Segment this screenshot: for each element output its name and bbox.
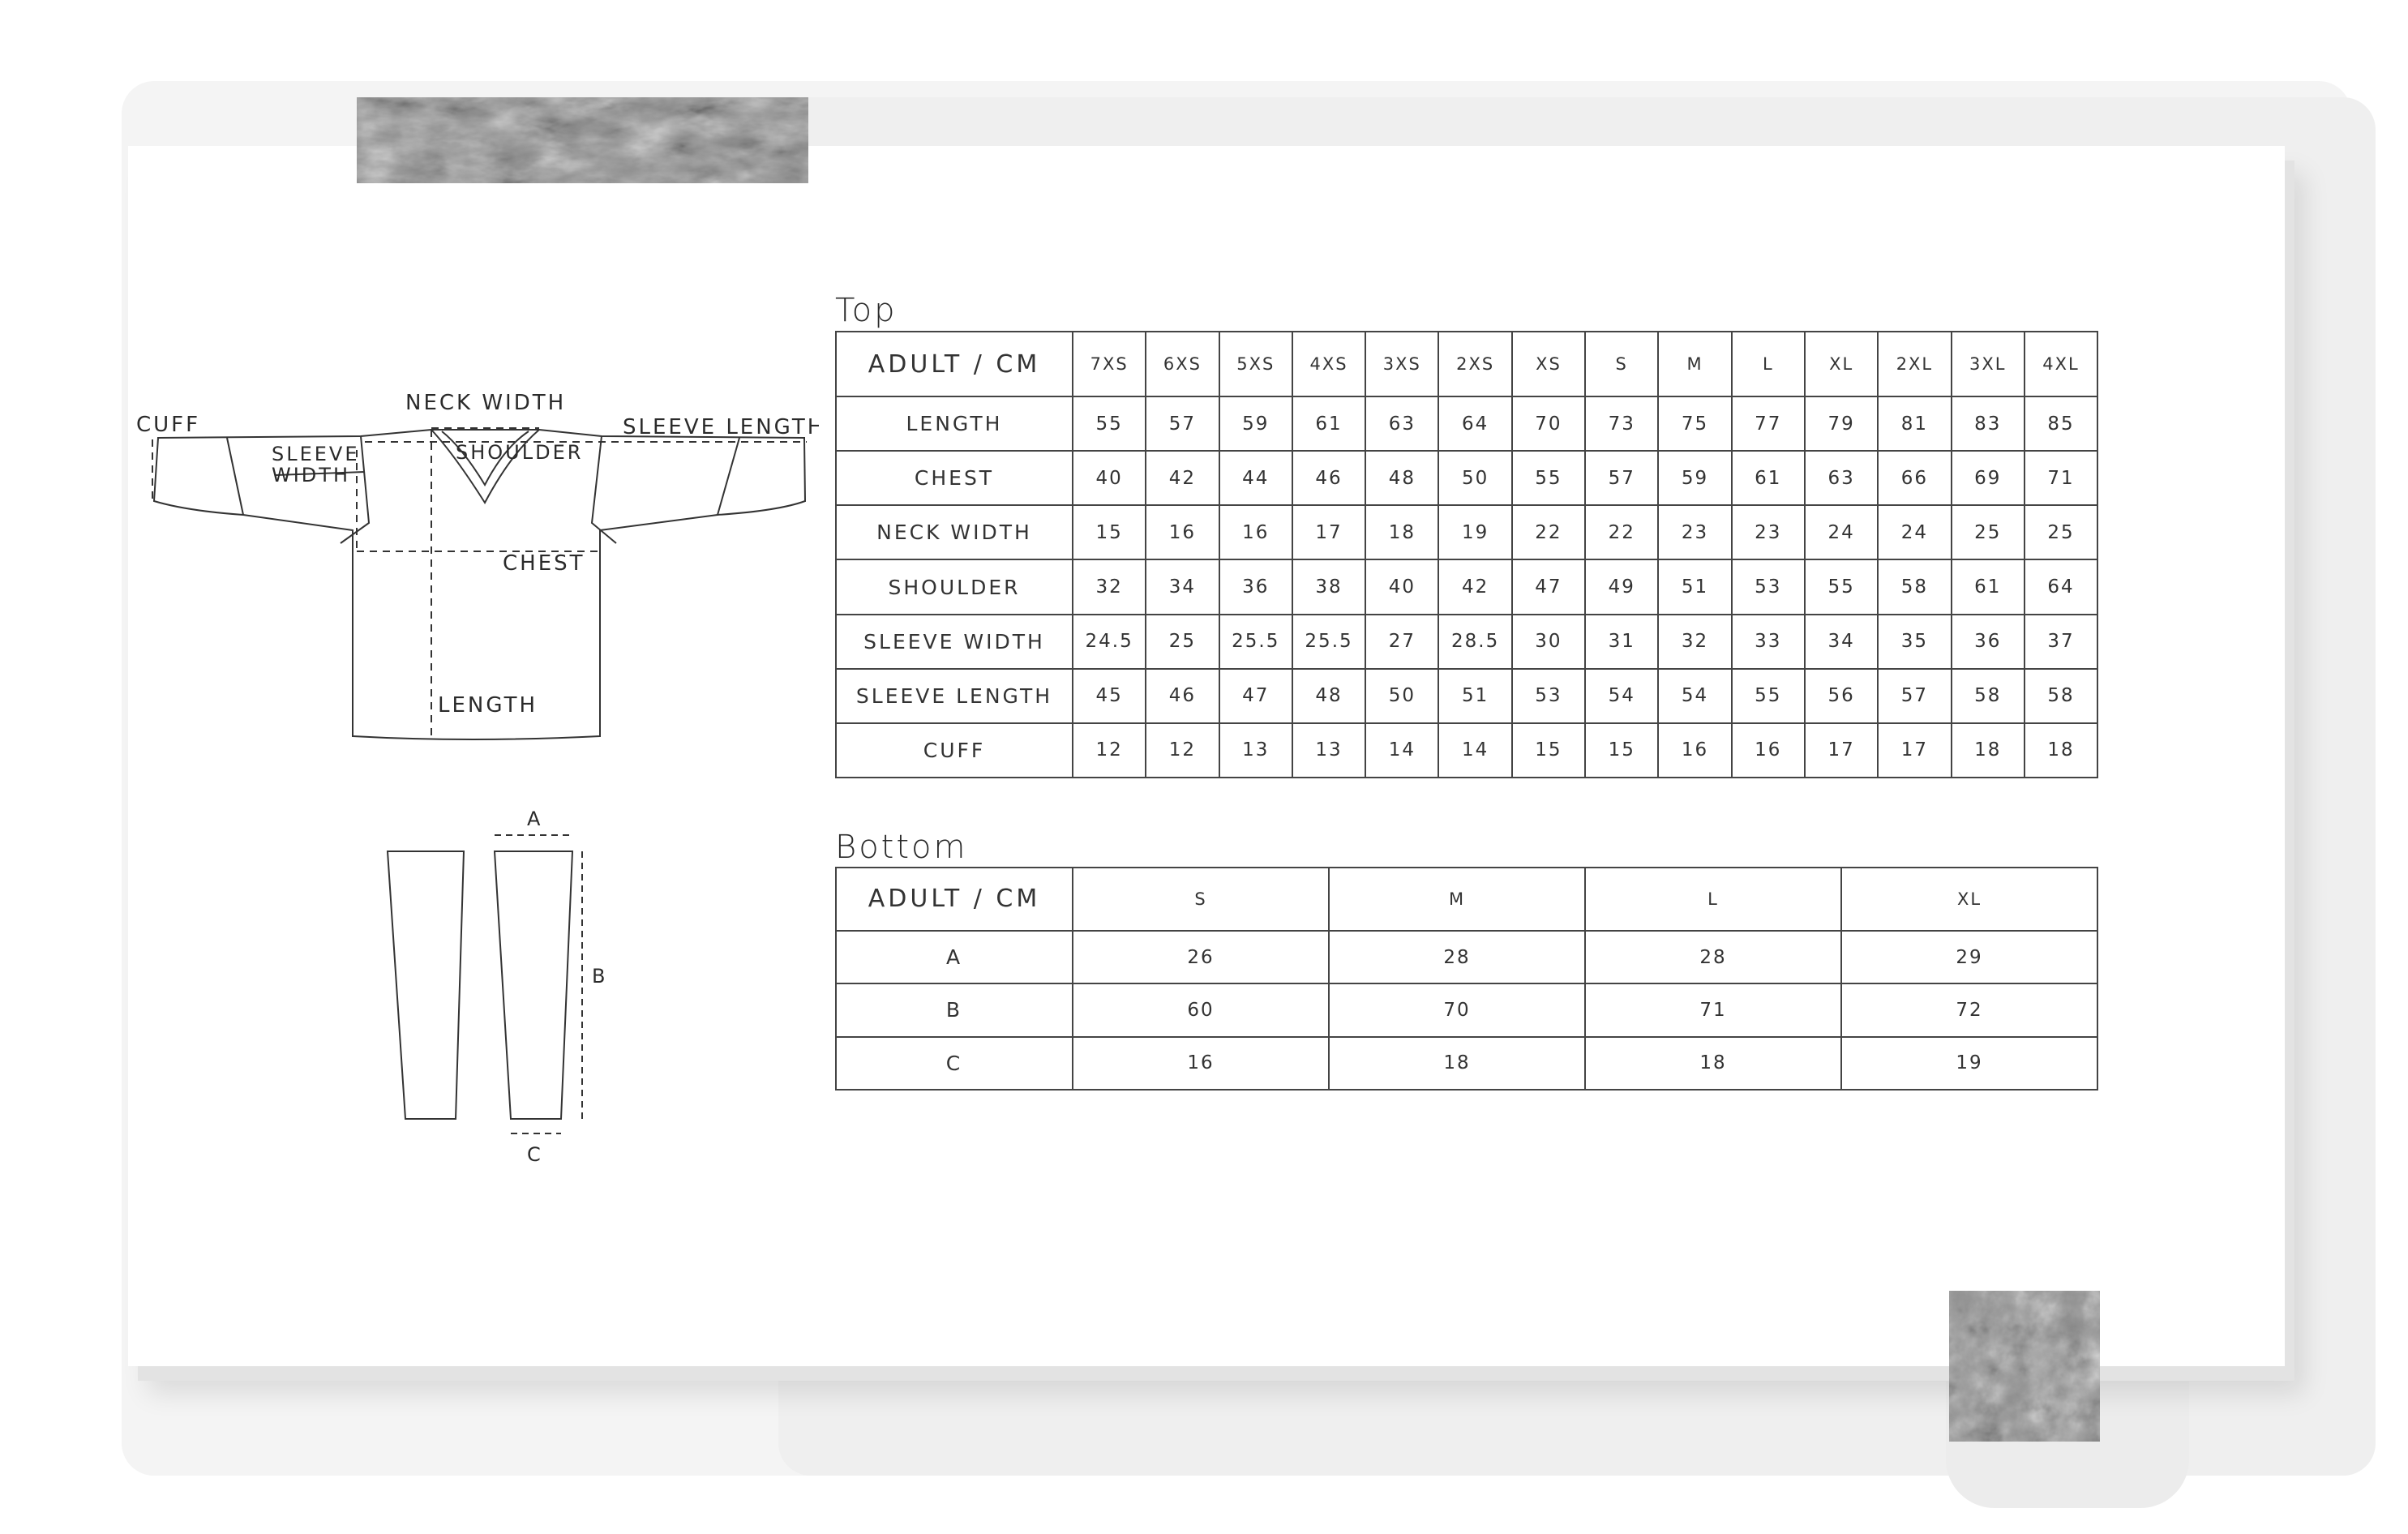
measurement-value: 16 bbox=[1073, 1037, 1329, 1090]
measurement-value: 63 bbox=[1805, 451, 1878, 505]
measurement-value: 27 bbox=[1365, 615, 1438, 669]
measurement-value: 51 bbox=[1438, 669, 1511, 723]
measurement-label: CHEST bbox=[836, 451, 1073, 505]
measurement-value: 24 bbox=[1878, 505, 1951, 559]
measurement-value: 36 bbox=[1952, 615, 2025, 669]
measurement-value: 32 bbox=[1073, 559, 1146, 614]
measurement-value: 46 bbox=[1146, 669, 1219, 723]
measurement-value: 15 bbox=[1512, 723, 1585, 778]
measurement-value: 55 bbox=[1805, 559, 1878, 614]
measurement-value: 40 bbox=[1365, 559, 1438, 614]
measurement-value: 22 bbox=[1512, 505, 1585, 559]
neck-width-label: NECK WIDTH bbox=[405, 391, 567, 415]
measurement-value: 55 bbox=[1073, 396, 1146, 451]
sock-label-a: A bbox=[527, 808, 543, 830]
measurement-value: 26 bbox=[1073, 931, 1329, 983]
measurement-value: 13 bbox=[1219, 723, 1292, 778]
measurement-value: 48 bbox=[1292, 669, 1365, 723]
cuff-label: CUFF bbox=[136, 413, 201, 437]
measurement-value: 73 bbox=[1585, 396, 1658, 451]
measurement-value: 34 bbox=[1146, 559, 1219, 614]
measurement-value: 57 bbox=[1585, 451, 1658, 505]
measurement-value: 77 bbox=[1732, 396, 1805, 451]
measurement-value: 30 bbox=[1512, 615, 1585, 669]
measurement-value: 19 bbox=[1841, 1037, 2097, 1090]
measurement-value: 58 bbox=[1952, 669, 2025, 723]
top-table-title: Top bbox=[835, 292, 898, 329]
measurement-value: 57 bbox=[1878, 669, 1951, 723]
measurement-value: 53 bbox=[1732, 559, 1805, 614]
size-column-header: S bbox=[1073, 868, 1329, 931]
measurement-value: 51 bbox=[1658, 559, 1731, 614]
measurement-value: 61 bbox=[1292, 396, 1365, 451]
measurement-value: 18 bbox=[1952, 723, 2025, 778]
measurement-value: 16 bbox=[1146, 505, 1219, 559]
measurement-value: 33 bbox=[1732, 615, 1805, 669]
table-row bbox=[836, 396, 2097, 451]
table-row bbox=[836, 1037, 2097, 1090]
size-column-header: M bbox=[1658, 332, 1731, 396]
size-column-header: XL bbox=[1841, 868, 2097, 931]
size-column-header: 4XL bbox=[2025, 332, 2097, 396]
measurement-value: 25.5 bbox=[1219, 615, 1292, 669]
size-column-header: 2XS bbox=[1438, 332, 1511, 396]
measurement-value: 44 bbox=[1219, 451, 1292, 505]
measurement-value: 24.5 bbox=[1073, 615, 1146, 669]
measurement-value: 24 bbox=[1805, 505, 1878, 559]
sleeve-width-label-line2: WIDTH bbox=[272, 464, 350, 486]
measurement-value: 23 bbox=[1732, 505, 1805, 559]
measurement-label: SLEEVE LENGTH bbox=[836, 669, 1073, 723]
measurement-value: 70 bbox=[1512, 396, 1585, 451]
tape-strip-bottom bbox=[1949, 1291, 2100, 1442]
measurement-value: 35 bbox=[1878, 615, 1951, 669]
measurement-value: 66 bbox=[1878, 451, 1951, 505]
measurement-value: 36 bbox=[1219, 559, 1292, 614]
measurement-value: 50 bbox=[1438, 451, 1511, 505]
size-column-header: S bbox=[1585, 332, 1658, 396]
measurement-value: 61 bbox=[1732, 451, 1805, 505]
measurement-label: NECK WIDTH bbox=[836, 505, 1073, 559]
measurement-value: 18 bbox=[1329, 1037, 1585, 1090]
measurement-value: 18 bbox=[1585, 1037, 1841, 1090]
measurement-value: 59 bbox=[1658, 451, 1731, 505]
measurement-value: 25 bbox=[1146, 615, 1219, 669]
socks-diagram bbox=[373, 803, 632, 1176]
table-row bbox=[836, 669, 2097, 723]
measurement-value: 83 bbox=[1952, 396, 2025, 451]
measurement-value: 69 bbox=[1952, 451, 2025, 505]
measurement-label: C bbox=[836, 1037, 1073, 1090]
table-row bbox=[836, 983, 2097, 1036]
measurement-value: 12 bbox=[1146, 723, 1219, 778]
measurement-value: 37 bbox=[2025, 615, 2097, 669]
measurement-value: 71 bbox=[1585, 983, 1841, 1036]
sock-left bbox=[388, 851, 464, 1119]
measurement-value: 58 bbox=[1878, 559, 1951, 614]
measurement-value: 14 bbox=[1438, 723, 1511, 778]
size-column-header: XS bbox=[1512, 332, 1585, 396]
measurement-value: 49 bbox=[1585, 559, 1658, 614]
sleeve-length-label: SLEEVE LENGTH bbox=[623, 415, 819, 439]
bottom-size-table bbox=[835, 867, 2098, 1091]
measurement-value: 54 bbox=[1585, 669, 1658, 723]
measurement-value: 28.5 bbox=[1438, 615, 1511, 669]
measurement-value: 14 bbox=[1365, 723, 1438, 778]
table-header-row bbox=[836, 332, 2097, 396]
measurement-value: 15 bbox=[1073, 505, 1146, 559]
measurement-value: 16 bbox=[1219, 505, 1292, 559]
measurement-value: 60 bbox=[1073, 983, 1329, 1036]
measurement-value: 34 bbox=[1805, 615, 1878, 669]
measurement-value: 16 bbox=[1732, 723, 1805, 778]
measurement-value: 54 bbox=[1658, 669, 1731, 723]
measurement-value: 55 bbox=[1512, 451, 1585, 505]
measurement-value: 71 bbox=[2025, 451, 2097, 505]
sock-label-b: B bbox=[592, 965, 608, 988]
measurement-value: 32 bbox=[1658, 615, 1731, 669]
measurement-value: 25 bbox=[1952, 505, 2025, 559]
corner-header: ADULT / CM bbox=[836, 332, 1073, 396]
measurement-value: 57 bbox=[1146, 396, 1219, 451]
measurement-value: 79 bbox=[1805, 396, 1878, 451]
measurement-value: 47 bbox=[1512, 559, 1585, 614]
measurement-value: 50 bbox=[1365, 669, 1438, 723]
jersey-diagram bbox=[130, 381, 819, 754]
measurement-value: 45 bbox=[1073, 669, 1146, 723]
measurement-value: 72 bbox=[1841, 983, 2097, 1036]
size-column-header: 6XS bbox=[1146, 332, 1219, 396]
measurement-label: CUFF bbox=[836, 723, 1073, 778]
measurement-value: 70 bbox=[1329, 983, 1585, 1036]
size-column-header: 5XS bbox=[1219, 332, 1292, 396]
measurement-value: 12 bbox=[1073, 723, 1146, 778]
measurement-value: 64 bbox=[1438, 396, 1511, 451]
measurement-value: 25 bbox=[2025, 505, 2097, 559]
measurement-value: 56 bbox=[1805, 669, 1878, 723]
measurement-value: 61 bbox=[1952, 559, 2025, 614]
table-row bbox=[836, 451, 2097, 505]
measurement-label: B bbox=[836, 983, 1073, 1036]
bottom-table-title: Bottom bbox=[835, 829, 968, 866]
measurement-value: 47 bbox=[1219, 669, 1292, 723]
measurement-value: 58 bbox=[2025, 669, 2097, 723]
size-column-header: L bbox=[1585, 868, 1841, 931]
measurement-value: 15 bbox=[1585, 723, 1658, 778]
measurement-label: SHOULDER bbox=[836, 559, 1073, 614]
measurement-value: 17 bbox=[1805, 723, 1878, 778]
measurement-value: 75 bbox=[1658, 396, 1731, 451]
measurement-label: LENGTH bbox=[836, 396, 1073, 451]
shoulder-label: SHOULDER bbox=[456, 441, 584, 464]
measurement-value: 23 bbox=[1658, 505, 1731, 559]
measurement-value: 17 bbox=[1878, 723, 1951, 778]
measurement-value: 53 bbox=[1512, 669, 1585, 723]
measurement-value: 22 bbox=[1585, 505, 1658, 559]
measurement-value: 42 bbox=[1146, 451, 1219, 505]
measurement-value: 38 bbox=[1292, 559, 1365, 614]
measurement-value: 19 bbox=[1438, 505, 1511, 559]
top-size-table bbox=[835, 331, 2098, 778]
sleeve-width-label-line1: SLEEVE bbox=[272, 443, 360, 465]
chest-label: CHEST bbox=[503, 551, 585, 576]
table-row bbox=[836, 505, 2097, 559]
sock-right bbox=[495, 851, 572, 1119]
size-column-header: 2XL bbox=[1878, 332, 1951, 396]
measurement-label: A bbox=[836, 931, 1073, 983]
measurement-value: 42 bbox=[1438, 559, 1511, 614]
size-column-header: L bbox=[1732, 332, 1805, 396]
measurement-value: 13 bbox=[1292, 723, 1365, 778]
size-column-header: 7XS bbox=[1073, 332, 1146, 396]
measurement-value: 85 bbox=[2025, 396, 2097, 451]
table-row bbox=[836, 723, 2097, 778]
sock-label-c: C bbox=[527, 1143, 543, 1166]
corner-header: ADULT / CM bbox=[836, 868, 1073, 931]
measurement-value: 18 bbox=[2025, 723, 2097, 778]
measurement-value: 16 bbox=[1658, 723, 1731, 778]
measurement-label: SLEEVE WIDTH bbox=[836, 615, 1073, 669]
table-header-row bbox=[836, 868, 2097, 931]
size-column-header: 3XS bbox=[1365, 332, 1438, 396]
measurement-value: 25.5 bbox=[1292, 615, 1365, 669]
length-label: LENGTH bbox=[438, 693, 538, 718]
measurement-value: 46 bbox=[1292, 451, 1365, 505]
tape-strip-top bbox=[357, 97, 808, 183]
size-column-header: 3XL bbox=[1952, 332, 2025, 396]
measurement-value: 63 bbox=[1365, 396, 1438, 451]
size-column-header: 4XS bbox=[1292, 332, 1365, 396]
measurement-value: 81 bbox=[1878, 396, 1951, 451]
measurement-value: 55 bbox=[1732, 669, 1805, 723]
size-column-header: XL bbox=[1805, 332, 1878, 396]
measurement-value: 28 bbox=[1585, 931, 1841, 983]
measurement-value: 59 bbox=[1219, 396, 1292, 451]
measurement-value: 64 bbox=[2025, 559, 2097, 614]
table-row bbox=[836, 559, 2097, 614]
table-row bbox=[836, 931, 2097, 983]
measurement-value: 40 bbox=[1073, 451, 1146, 505]
measurement-value: 29 bbox=[1841, 931, 2097, 983]
table-row bbox=[836, 615, 2097, 669]
measurement-value: 17 bbox=[1292, 505, 1365, 559]
size-column-header: M bbox=[1329, 868, 1585, 931]
measurement-value: 18 bbox=[1365, 505, 1438, 559]
measurement-value: 48 bbox=[1365, 451, 1438, 505]
measurement-value: 31 bbox=[1585, 615, 1658, 669]
measurement-value: 28 bbox=[1329, 931, 1585, 983]
